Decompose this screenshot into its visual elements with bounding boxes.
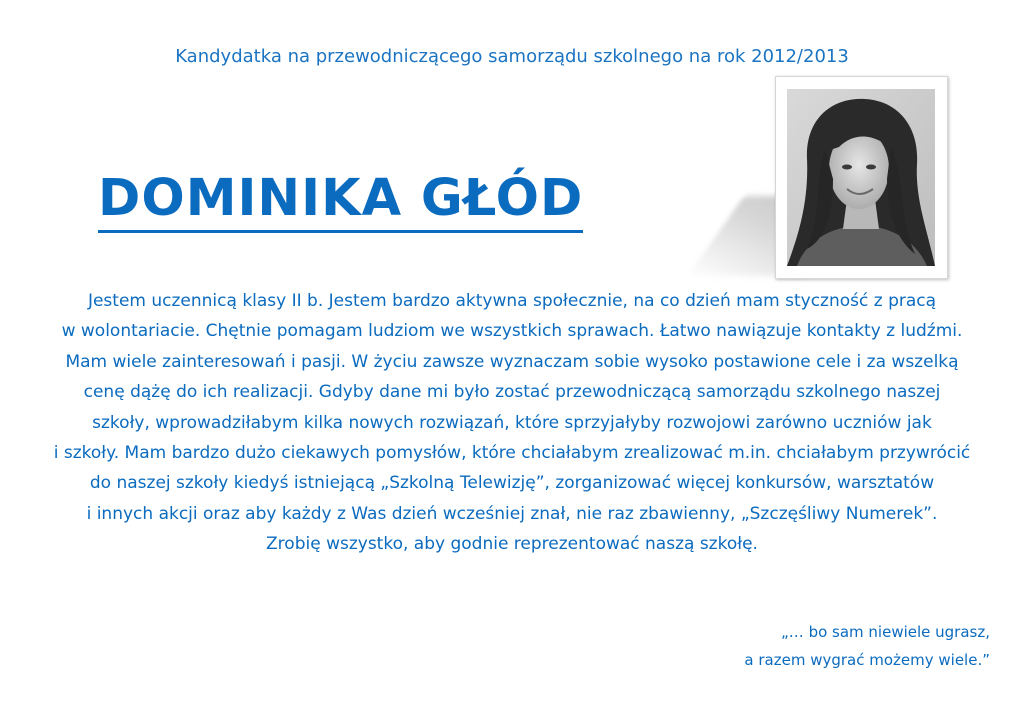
description-line: do naszej szkoły kiedyś istniejącą „Szkolną Telewizję”, zorganizować więcej konkursów, warsztatów (89, 473, 935, 494)
description-line: i szkoły. Mam bardzo dużo ciekawych pomysłów, które chciałabym zrealizować m.in. chciałabym przywrócić (53, 443, 971, 464)
candidate-portrait-icon (787, 89, 935, 266)
motto-quote (744, 618, 990, 674)
subtitle: Kandydatka na przewodniczącego samorządu szkolnego na rok 2012/2013 (175, 46, 849, 67)
description-line: szkoły, wprowadziłabym kilka nowych rozwiązań, które sprzyjałyby rozwojowi zarówno uczniów jak (92, 412, 932, 433)
description-line: w wolontariacie. Chętnie pomagam ludziom we wszystkich sprawach. Łatwo nawiązuje kontakty z ludźmi. (61, 321, 963, 342)
quote-line-2: a razem wygrać możemy wiele.” (744, 651, 990, 669)
candidate-description (20, 286, 1004, 560)
description-line: i innych akcji oraz aby każdy z Was dzień wcześniej znał, nie raz zbawienny, „Szczęśliwy Numerek”. (86, 503, 938, 524)
description-line: Mam wiele zainteresowań i pasji. W życiu zawsze wyznaczam sobie wysoko postawione cele i za wszelką (65, 351, 959, 372)
description-line: Zrobię wszystko, aby godnie reprezentować naszą szkołę. (266, 534, 758, 555)
candidate-name: DOMINIKA GŁÓD (98, 168, 583, 233)
description-line: cenę dążę do ich realizacji. Gdyby dane mi było zostać przewodniczącą samorządu szkolnego naszej (83, 382, 941, 403)
quote-line-1: „… bo sam niewiele ugrasz, (781, 623, 990, 641)
photo-frame (775, 76, 948, 279)
description-line: Jestem uczennicą klasy II b. Jestem bardzo aktywna społecznie, na co dzień mam styczność z pracą (87, 291, 937, 311)
